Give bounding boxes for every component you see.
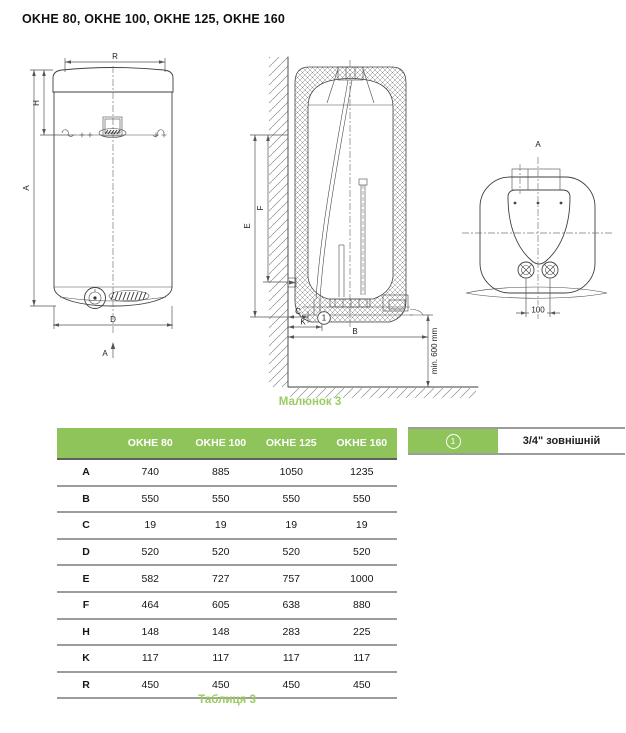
dim-min-clearance [423, 315, 439, 387]
cell: 450 [186, 672, 257, 699]
table-row [57, 645, 397, 672]
table-row [57, 592, 397, 619]
legend-callout-icon: 1 [446, 434, 461, 449]
cell: 582 [115, 565, 186, 592]
cell: 1050 [256, 459, 327, 486]
cell: 19 [186, 512, 257, 539]
dim-label-100: 100 [531, 305, 545, 315]
legend [408, 427, 625, 455]
front-vent-slots [109, 291, 149, 302]
row-label: A [57, 459, 115, 486]
bottom-view-outline [466, 177, 607, 298]
front-wall-plate [99, 117, 126, 138]
table-row [57, 539, 397, 566]
cell: 450 [256, 672, 327, 699]
bottom-view-label: A [535, 140, 541, 149]
cell: 550 [327, 486, 398, 513]
row-label: C [57, 512, 115, 539]
header-empty [57, 428, 115, 459]
cell: 638 [256, 592, 327, 619]
legend-symbol-cell [408, 429, 498, 453]
dim-label-h: H [32, 100, 41, 106]
cell: 148 [186, 619, 257, 646]
dim-label-e: E [243, 223, 252, 229]
cell: 885 [186, 459, 257, 486]
table-header-row [57, 428, 397, 459]
dim-label-a: A [22, 185, 31, 191]
cell: 520 [327, 539, 398, 566]
cell: 605 [186, 592, 257, 619]
front-view-drawing [18, 48, 218, 368]
row-label: F [57, 592, 115, 619]
row-label: R [57, 672, 115, 699]
dimensions-table [57, 428, 397, 699]
cell: 117 [186, 645, 257, 672]
cell: 117 [327, 645, 398, 672]
header-okhe-160: OKHE 160 [327, 428, 398, 459]
heating-element [339, 245, 344, 297]
table-row [57, 619, 397, 646]
cell: 117 [115, 645, 186, 672]
callout-1-label: 1 [321, 313, 327, 323]
cell: 283 [256, 619, 327, 646]
legend-text: 3/4" зовнішній [498, 429, 625, 453]
header-okhe-100: OKHE 100 [186, 428, 257, 459]
table-row [57, 512, 397, 539]
page-title: OKHE 80, OKHE 100, OKHE 125, OKHE 160 [22, 12, 286, 26]
cell: 520 [256, 539, 327, 566]
row-label: K [57, 645, 115, 672]
cell: 19 [115, 512, 186, 539]
dim-label-k: K [300, 317, 306, 327]
tank-insulation-shell [295, 67, 406, 322]
figure-caption: Малюнок 3 [278, 396, 342, 408]
bottom-view-drawing [458, 133, 618, 338]
cell: 550 [186, 486, 257, 513]
dim-label-c: C [295, 307, 301, 316]
callout-1 [318, 312, 331, 325]
table-row [57, 459, 397, 486]
wall [269, 57, 288, 387]
cell: 450 [327, 672, 398, 699]
cell: 727 [186, 565, 257, 592]
cell: 1235 [327, 459, 398, 486]
cell: 520 [115, 539, 186, 566]
table-row [57, 486, 397, 513]
cell: 520 [186, 539, 257, 566]
row-label: D [57, 539, 115, 566]
cell: 550 [115, 486, 186, 513]
row-label: B [57, 486, 115, 513]
cell: 117 [256, 645, 327, 672]
cell: 148 [115, 619, 186, 646]
section-arrow-label: A [102, 349, 108, 358]
table-row [57, 565, 397, 592]
row-label: H [57, 619, 115, 646]
row-label: E [57, 565, 115, 592]
cell: 464 [115, 592, 186, 619]
dim-label-b: B [352, 327, 358, 336]
cell: 225 [327, 619, 398, 646]
header-okhe-125: OKHE 125 [256, 428, 327, 459]
header-okhe-80: OKHE 80 [115, 428, 186, 459]
dim-label-r: R [112, 52, 118, 61]
table-caption: Таблиця 3 [198, 694, 256, 706]
dim-b [288, 327, 428, 339]
cell: 550 [256, 486, 327, 513]
min-clearance-label: min. 600 mm [430, 327, 439, 375]
cell: 757 [256, 565, 327, 592]
section-view-drawing [245, 55, 480, 400]
bottom-view-cover [508, 164, 570, 264]
dim-label-f: F [256, 205, 265, 211]
cell: 19 [327, 512, 398, 539]
cell: 740 [115, 459, 186, 486]
cell: 450 [115, 672, 186, 699]
cell: 880 [327, 592, 398, 619]
section-arrow [102, 342, 115, 358]
dim-label-d: D [110, 315, 116, 324]
cell: 1000 [327, 565, 398, 592]
outlet-pipe [314, 80, 352, 315]
anode-rod [359, 179, 367, 295]
cell: 19 [256, 512, 327, 539]
